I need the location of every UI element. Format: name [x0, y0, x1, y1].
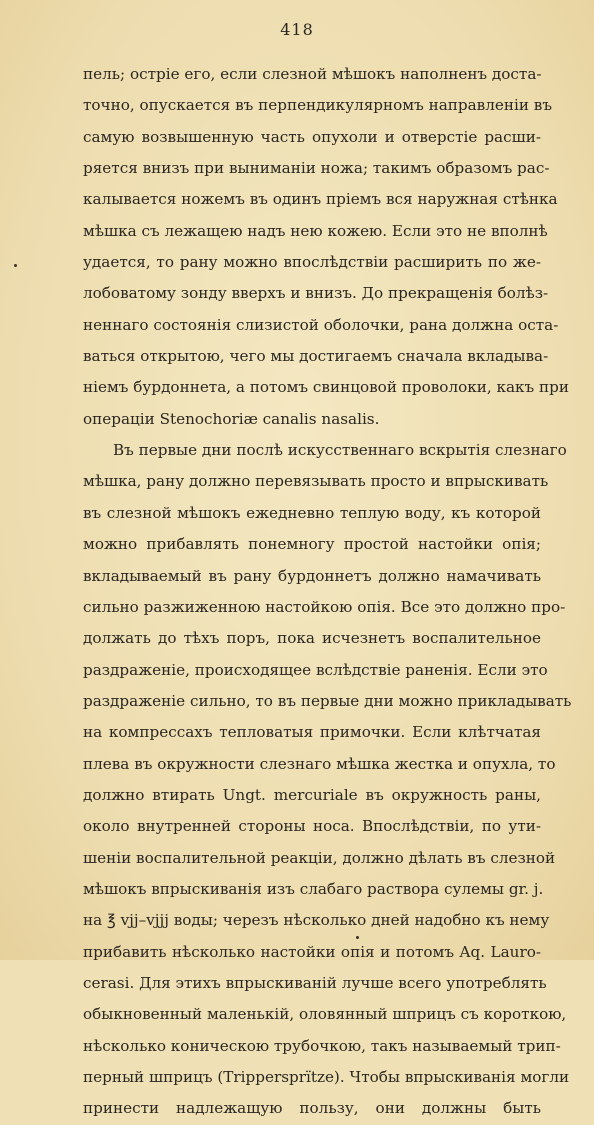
paragraph-start-line: Въ первые дни послѣ искусственнаго вскрытія слезнаго — [113, 441, 567, 460]
page-number: 418 — [280, 20, 314, 39]
text-line: мѣшокъ впрыскиванія изъ слабаго раствора сулемы gr. j. — [83, 879, 544, 898]
text-line: неннаго состоянія слизистой оболочки, рана должна оста- — [83, 315, 559, 334]
text-line: калывается ножемъ въ одинъ пріемъ вся наружная стѣнка — [83, 190, 558, 209]
text-line: лобоватому зонду вверхъ и внизъ. До прекращенія болѣз- — [83, 284, 549, 303]
text-line: пель; остріе его, если слезной мѣшокъ наполненъ доста- — [83, 65, 542, 83]
paper-speck — [356, 936, 359, 939]
text-line: можно прибавлять понемногу простой настойки опія; — [83, 535, 541, 554]
text-line: мѣшка, рану должно перевязывать просто и впрыскивать — [83, 472, 549, 491]
text-line: раздраженіе сильно, то въ первые дни можно прикладывать — [83, 691, 572, 710]
text-line: сильно разжиженною настойкою опія. Все это должно про- — [83, 597, 566, 616]
body-text — [83, 59, 572, 1125]
text-line: плева въ окружности слезнаго мѣшка жестка и опухла, то — [83, 754, 556, 773]
text-line: раздраженіе, происходящее вслѣдствіе раненія. Если это — [83, 660, 548, 679]
text-line: ряется внизъ при выниманіи ножа; такимъ образомъ рас- — [83, 159, 550, 178]
text-line: нѣсколько коническою трубочкою, такъ называемый трип- — [83, 1036, 561, 1055]
text-line: ніемъ бурдоннета, а потомъ свинцовой проволоки, какъ при — [83, 378, 570, 397]
text-line: вкладываемый въ рану бурдоннетъ должно намачивать — [83, 566, 541, 585]
text-line: операціи Stenochoriæ canalis nasalis. — [83, 409, 380, 428]
text-line: должно втирать Ungt. mercuriale въ окружность раны, — [83, 785, 541, 804]
text-line: принести надлежащую пользу, они должны быть — [83, 1099, 541, 1118]
text-line: въ слезной мѣшокъ ежедневно теплую воду, къ которой — [83, 503, 541, 522]
text-line: шеніи воспалительной реакціи, должно дѣлать въ слезной — [83, 848, 556, 867]
text-line: на компрессахъ тепловатыя примочки. Если клѣтчатая — [83, 723, 541, 742]
text-line: прибавить нѣсколько настойки опія и потомъ Aq. Lauro- — [83, 942, 541, 961]
text-line: удается, то рану можно впослѣдствіи расширить по же- — [83, 253, 541, 272]
text-line: обыкновенный маленькій, оловянный шприцъ съ короткою, — [83, 1005, 567, 1024]
text-line: ваться открытою, чего мы достигаемъ сначала вкладыва- — [83, 347, 549, 366]
text-line: должать до тѣхъ поръ, пока исчезнетъ воспалительное — [83, 629, 541, 648]
text-line: мѣшка съ лежащею надъ нею кожею. Если это не вполнѣ — [83, 221, 548, 240]
text-line: точно, опускается въ перпендикулярномъ направленіи въ — [83, 96, 553, 115]
text-line: около внутренней стороны носа. Впослѣдствіи, по ути- — [83, 817, 541, 836]
paper-speck — [14, 264, 17, 267]
text-line: на ℥ vjj–vjjj воды; черезъ нѣсколько дней надобно къ нему — [83, 911, 550, 930]
text-line: самую возвышенную часть опухоли и отверстіе расши- — [83, 127, 541, 146]
text-line: cerasi. Для этихъ впрыскиваній лучше всего употреблять — [83, 973, 547, 992]
text-line: перный шприцъ (Trippersprïtze). Чтобы впрыскиванія могли — [83, 1068, 570, 1086]
